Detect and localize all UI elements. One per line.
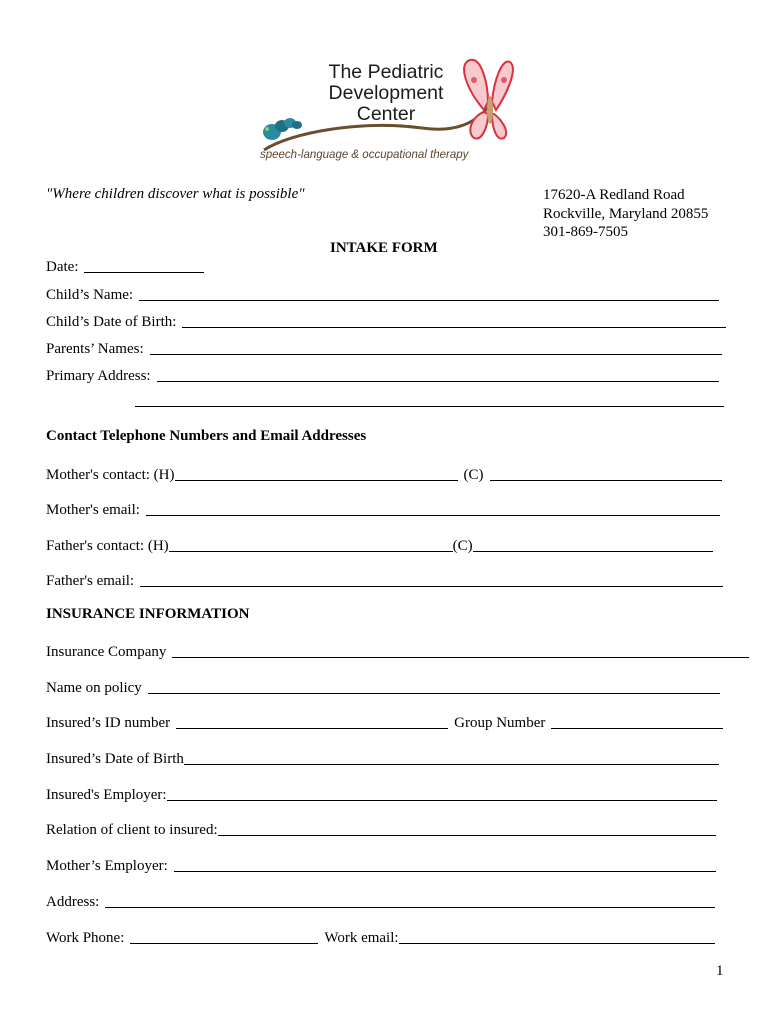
address-block [543, 186, 708, 242]
parents-names-label: Parents’ Names: [46, 341, 144, 357]
insured-id-label: Insured’s ID number [46, 715, 171, 731]
primary-address-line-2[interactable] [135, 393, 724, 407]
name-on-policy-label: Name on policy [46, 680, 142, 696]
mother-cell-phone-line[interactable] [490, 466, 722, 481]
address-line-city: Rockville, Maryland 20855 [543, 205, 709, 222]
father-cell-phone-line[interactable] [473, 537, 713, 552]
parents-names-input-line[interactable] [150, 340, 722, 355]
page-number: 1 [716, 963, 724, 979]
father-email-input-line[interactable] [140, 572, 723, 587]
mother-employer-label: Mother’s Employer: [46, 858, 168, 874]
work-email-label: Work email: [324, 930, 399, 946]
butterfly-icon [464, 60, 513, 139]
form-title: INTAKE FORM [330, 240, 438, 256]
insurance-company-field [46, 641, 749, 661]
employer-address-field [46, 891, 715, 911]
child-dob-label: Child’s Date of Birth: [46, 314, 177, 330]
insured-employer-label: Insured's Employer: [46, 787, 167, 803]
mother-email-field [46, 499, 720, 519]
mother-contact-field [46, 464, 722, 484]
address-line-street: 17620-A Redland Road [543, 187, 685, 203]
name-on-policy-field [46, 677, 720, 697]
child-dob-field [46, 311, 726, 331]
group-number-input-line[interactable] [551, 714, 723, 729]
mother-employer-input-line[interactable] [174, 857, 716, 872]
logo-tagline: speech-language & occupational therapy [260, 149, 469, 161]
child-dob-input-line[interactable] [182, 313, 726, 328]
insured-dob-label: Insured’s Date of Birth [46, 751, 184, 767]
father-contact-home-label: Father's contact: (H) [46, 538, 169, 554]
relation-label: Relation of client to insured: [46, 822, 218, 838]
date-input-line[interactable] [84, 258, 204, 273]
employer-address-input-line[interactable] [105, 893, 715, 908]
insurance-heading: INSURANCE INFORMATION [46, 606, 250, 622]
father-home-phone-line[interactable] [169, 537, 453, 552]
motto: "Where children discover what is possible" [46, 186, 305, 202]
work-contact-field [46, 927, 715, 947]
insurance-company-input-line[interactable] [172, 643, 749, 658]
work-phone-input-line[interactable] [130, 929, 318, 944]
contact-heading: Contact Telephone Numbers and Email Addresses [46, 428, 367, 444]
father-contact-cell-label: (C) [452, 538, 473, 554]
insured-id-input-line[interactable] [176, 714, 448, 729]
child-name-input-line[interactable] [139, 286, 719, 301]
insured-dob-input-line[interactable] [184, 750, 719, 765]
father-contact-field [46, 535, 713, 555]
child-name-label: Child’s Name: [46, 287, 134, 303]
mother-contact-cell-label: (C) [463, 467, 484, 483]
mother-email-input-line[interactable] [146, 501, 720, 516]
name-on-policy-input-line[interactable] [148, 679, 720, 694]
insurance-company-label: Insurance Company [46, 644, 167, 660]
relation-field [46, 819, 716, 839]
employer-address-label: Address: [46, 894, 100, 910]
date-label: Date: [46, 259, 79, 275]
mother-contact-home-label: Mother's contact: (H) [46, 467, 175, 483]
date-field [46, 256, 204, 276]
mother-employer-field [46, 855, 716, 875]
mother-email-label: Mother's email: [46, 502, 140, 518]
insured-employer-input-line[interactable] [167, 786, 717, 801]
primary-address-input-line[interactable] [157, 367, 719, 382]
insured-dob-field [46, 748, 719, 768]
child-name-field [46, 284, 719, 304]
address-line-phone: 301-869-7505 [543, 224, 628, 240]
relation-input-line[interactable] [218, 821, 716, 836]
work-email-input-line[interactable] [399, 929, 715, 944]
mother-home-phone-line[interactable] [175, 466, 458, 481]
logo-name: The Pediatric Development Center [328, 61, 444, 125]
father-email-label: Father's email: [46, 573, 135, 589]
parents-names-field [46, 338, 722, 358]
work-phone-label: Work Phone: [46, 930, 125, 946]
insured-id-field [46, 712, 723, 732]
pediatric-development-center-logo [252, 50, 514, 172]
primary-address-label: Primary Address: [46, 368, 151, 384]
insured-employer-field [46, 784, 717, 804]
father-email-field [46, 570, 723, 590]
group-number-label: Group Number [454, 715, 546, 731]
primary-address-field [46, 365, 719, 385]
